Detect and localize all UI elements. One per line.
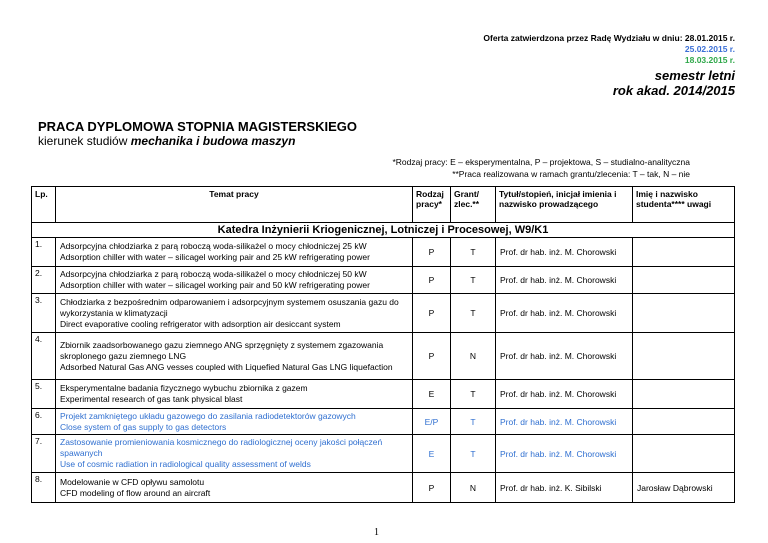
header-topic: Temat pracy — [56, 187, 413, 223]
table-row — [32, 294, 735, 333]
document-title: PRACA DYPLOMOWA STOPNIA MAGISTERSKIEGO — [38, 119, 358, 134]
study-direction — [38, 134, 295, 148]
row-lp: 4. — [32, 333, 56, 380]
row-type: P — [413, 473, 451, 503]
thesis-table — [31, 186, 735, 503]
approval-date-3: 18.03.2015 r. — [684, 55, 735, 65]
table-header-row — [32, 187, 735, 223]
department-name: Katedra Inżynierii Kriogenicznej, Lotniczej i Procesowej, W9/K1 — [32, 223, 735, 238]
row-type: P — [413, 294, 451, 333]
row-topic — [56, 238, 413, 267]
approval-date-2: 25.02.2015 r. — [684, 44, 735, 54]
row-topic — [56, 380, 413, 409]
row-grant: T — [451, 294, 496, 333]
row-grant: T — [451, 380, 496, 409]
topic-en: Experimental research of gas tank physical blast — [60, 394, 243, 404]
note-work-type: *Rodzaj pracy: E – eksperymentalna, P – projektowa, S – studialno-analityczna — [392, 157, 690, 167]
row-topic — [56, 333, 413, 380]
row-supervisor: Prof. dr hab. inż. M. Chorowski — [496, 333, 633, 380]
row-student — [633, 267, 735, 294]
academic-year: rok akad. 2014/2015 — [612, 83, 735, 98]
topic-en: Close system of gas supply to gas detectors — [60, 421, 227, 432]
row-grant: T — [451, 267, 496, 294]
row-student — [633, 380, 735, 409]
topic-en: CFD modeling of flow around an aircraft — [60, 487, 211, 498]
row-lp: 8. — [32, 473, 56, 503]
row-supervisor: Prof. dr hab. inż. K. Sibilski — [496, 473, 633, 503]
row-grant: T — [451, 238, 496, 267]
page-number: 1 — [374, 527, 379, 538]
row-type: P — [413, 238, 451, 267]
table-row — [32, 473, 735, 503]
semester-label: semestr letni — [654, 68, 735, 83]
row-lp: 2. — [32, 267, 56, 294]
row-type: P — [413, 267, 451, 294]
topic-en: Adsorption chiller with water – silicagel working pair and 25 kW refrigerating power — [60, 252, 370, 262]
row-student — [633, 333, 735, 380]
topic-en: Adsorption chiller with water – silicagel working pair and 50 kW refrigerating power — [60, 280, 370, 290]
row-grant: T — [451, 435, 496, 473]
row-lp: 5. — [32, 380, 56, 409]
row-topic — [56, 267, 413, 294]
approval-line: Oferta zatwierdzona przez Radę Wydziału w dniu: 28.01.2015 r. — [483, 33, 735, 43]
row-supervisor: Prof. dr hab. inż. M. Chorowski — [496, 294, 633, 333]
topic-pl: Adsorpcyjna chłodziarka z parą roboczą woda-silikażel o mocy chłodniczej 50 kW — [60, 269, 367, 279]
header-supervisor: Tytuł/stopień, inicjał imienia i nazwisko prowadzącego — [496, 187, 633, 223]
row-student — [633, 238, 735, 267]
row-topic — [56, 409, 413, 435]
table-row — [32, 333, 735, 380]
row-supervisor: Prof. dr hab. inż. M. Chorowski — [496, 435, 633, 473]
direction-name: mechanika i budowa maszyn — [130, 134, 296, 148]
row-student — [633, 294, 735, 333]
topic-pl: Adsorpcyjna chłodziarka z parą roboczą woda-silikażel o mocy chłodniczej 25 kW — [60, 241, 367, 251]
topic-en: Use of cosmic radiation in radiological quality assessment of welds — [60, 459, 311, 469]
row-type: P — [413, 333, 451, 380]
topic-pl: Zbiornik zaadsorbowanego gazu ziemnego ANG sprzęgnięty z systemem zgazowania skroplonego gazu ziemnego LNG — [60, 339, 384, 361]
row-grant: N — [451, 473, 496, 503]
topic-pl: Chłodziarka z bezpośrednim odparowaniem i adsorpcyjnym systemem osuszania gazu do wykorzystania w klimatyzacji — [60, 296, 399, 318]
row-topic — [56, 435, 413, 473]
row-grant: N — [451, 333, 496, 380]
row-student — [633, 409, 735, 435]
row-student — [633, 435, 735, 473]
table-row — [32, 238, 735, 267]
row-topic — [56, 294, 413, 333]
row-type: E — [413, 380, 451, 409]
row-grant: T — [451, 409, 496, 435]
topic-pl: Modelowanie w CFD opływu samolotu — [60, 476, 205, 487]
header-grant: Grant/ zlec.** — [451, 187, 496, 223]
row-lp: 1. — [32, 238, 56, 267]
table-row — [32, 435, 735, 473]
row-lp: 6. — [32, 409, 56, 435]
header-type: Rodzaj pracy* — [413, 187, 451, 223]
row-lp: 3. — [32, 294, 56, 333]
table-row — [32, 380, 735, 409]
topic-en: Adsorbed Natural Gas ANG vesses coupled with Liquefied Natural Gas LNG liquefaction — [60, 361, 393, 372]
note-grant: **Praca realizowana w ramach grantu/zlecenia: T – tak, N – nie — [452, 169, 690, 179]
department-row — [32, 223, 735, 238]
header-student: Imię i nazwisko studenta**** uwagi — [633, 187, 735, 223]
topic-en: Direct evaporative cooling refrigerator with adsorption air desiccant system — [60, 318, 341, 329]
topic-pl: Projekt zamkniętego układu gazowego do zasilania radiodetektorów gazowych — [60, 410, 356, 421]
row-type: E — [413, 435, 451, 473]
table-row — [32, 409, 735, 435]
row-supervisor: Prof. dr hab. inż. M. Chorowski — [496, 409, 633, 435]
row-supervisor: Prof. dr hab. inż. M. Chorowski — [496, 267, 633, 294]
direction-prefix: kierunek studiów — [38, 134, 131, 148]
row-lp: 7. — [32, 435, 56, 473]
row-topic — [56, 473, 413, 503]
row-supervisor: Prof. dr hab. inż. M. Chorowski — [496, 380, 633, 409]
table-row — [32, 267, 735, 294]
topic-pl: Zastosowanie promieniowania kosmicznego do radiologicznej oceny jakości połączeń spawanych — [60, 437, 383, 458]
header-lp: Lp. — [32, 187, 56, 223]
row-supervisor: Prof. dr hab. inż. M. Chorowski — [496, 238, 633, 267]
topic-pl: Eksperymentalne badania fizycznego wybuchu zbiornika z gazem — [60, 383, 308, 393]
row-student: Jarosław Dąbrowski — [633, 473, 735, 503]
semester-block — [613, 68, 735, 98]
row-type: E/P — [413, 409, 451, 435]
